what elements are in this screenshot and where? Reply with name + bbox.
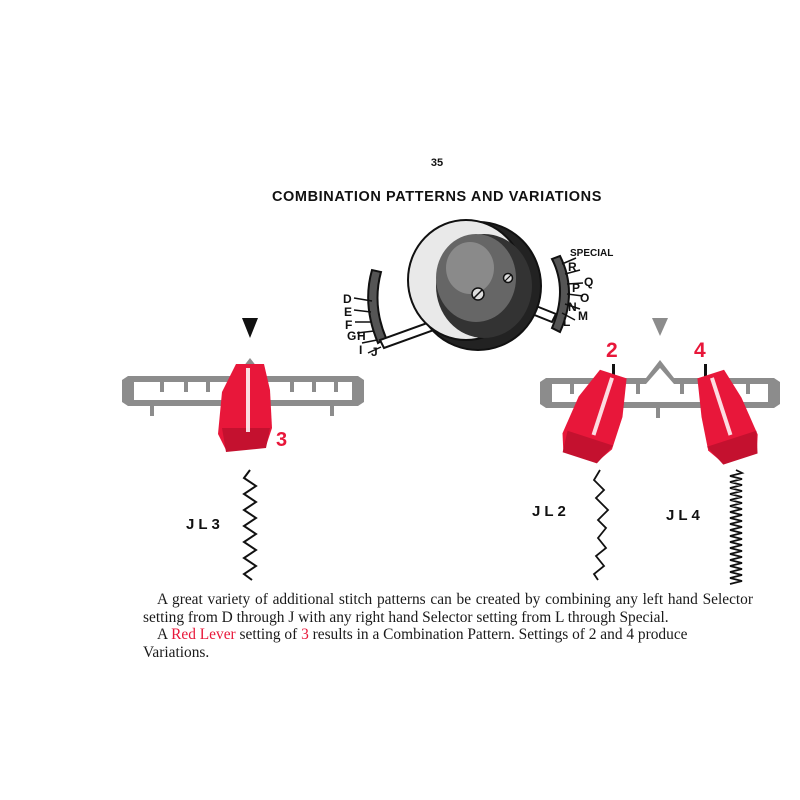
left-lever-assembly bbox=[122, 318, 364, 452]
red-lever-term: Red Lever bbox=[171, 626, 236, 643]
pattern-label-jl2: JL2 bbox=[532, 503, 570, 520]
dial-letter-m: M bbox=[578, 309, 588, 323]
pointer-triangle-icon bbox=[242, 318, 258, 338]
paragraph-2: A Red Lever setting of 3 results in a Combination Pattern. Settings of 2 and 4 produce Variations. bbox=[143, 626, 688, 661]
page-title: COMBINATION PATTERNS AND VARIATIONS bbox=[271, 189, 603, 205]
dial-letter-p: P bbox=[572, 281, 581, 295]
body-text bbox=[143, 591, 753, 661]
dial-letter-r: R bbox=[568, 260, 577, 274]
dial-letter-h: H bbox=[357, 329, 366, 343]
paragraph-1: A great variety of additional stitch patterns can be created by combining any left hand Selector setting from D through J with any right hand Selector setting from L through Special. bbox=[143, 591, 753, 626]
page-number: 35 bbox=[430, 157, 444, 169]
stitch-pattern-jl2 bbox=[594, 470, 608, 580]
lever-setting-4: 4 bbox=[694, 339, 706, 362]
dial-letter-i: I bbox=[359, 343, 363, 357]
pattern-label-jl4: JL4 bbox=[666, 507, 704, 524]
right-lever-assembly bbox=[540, 318, 780, 468]
pattern-label-jl3: JL3 bbox=[186, 516, 224, 533]
dial-letter-l: L bbox=[563, 315, 571, 329]
dial-letter-f: F bbox=[345, 318, 353, 332]
stitch-pattern-jl4 bbox=[730, 470, 742, 584]
dial-letter-d: D bbox=[343, 292, 352, 306]
dial-letter-special: SPECIAL bbox=[570, 248, 614, 259]
red-setting-number: 3 bbox=[301, 626, 309, 643]
selector-dial bbox=[343, 220, 613, 359]
dial-letter-n: N bbox=[568, 300, 577, 314]
stitch-pattern-jl3 bbox=[244, 470, 256, 580]
lever-setting-3: 3 bbox=[276, 429, 288, 451]
dial-letter-q: Q bbox=[584, 275, 594, 289]
dial-letter-e: E bbox=[344, 305, 353, 319]
pointer-triangle-gray-icon bbox=[652, 318, 668, 336]
dial-letter-o: O bbox=[580, 291, 590, 305]
dial-letter-j: J bbox=[371, 345, 378, 359]
dial-letter-g: G bbox=[347, 329, 357, 343]
lever-setting-2: 2 bbox=[606, 339, 618, 362]
